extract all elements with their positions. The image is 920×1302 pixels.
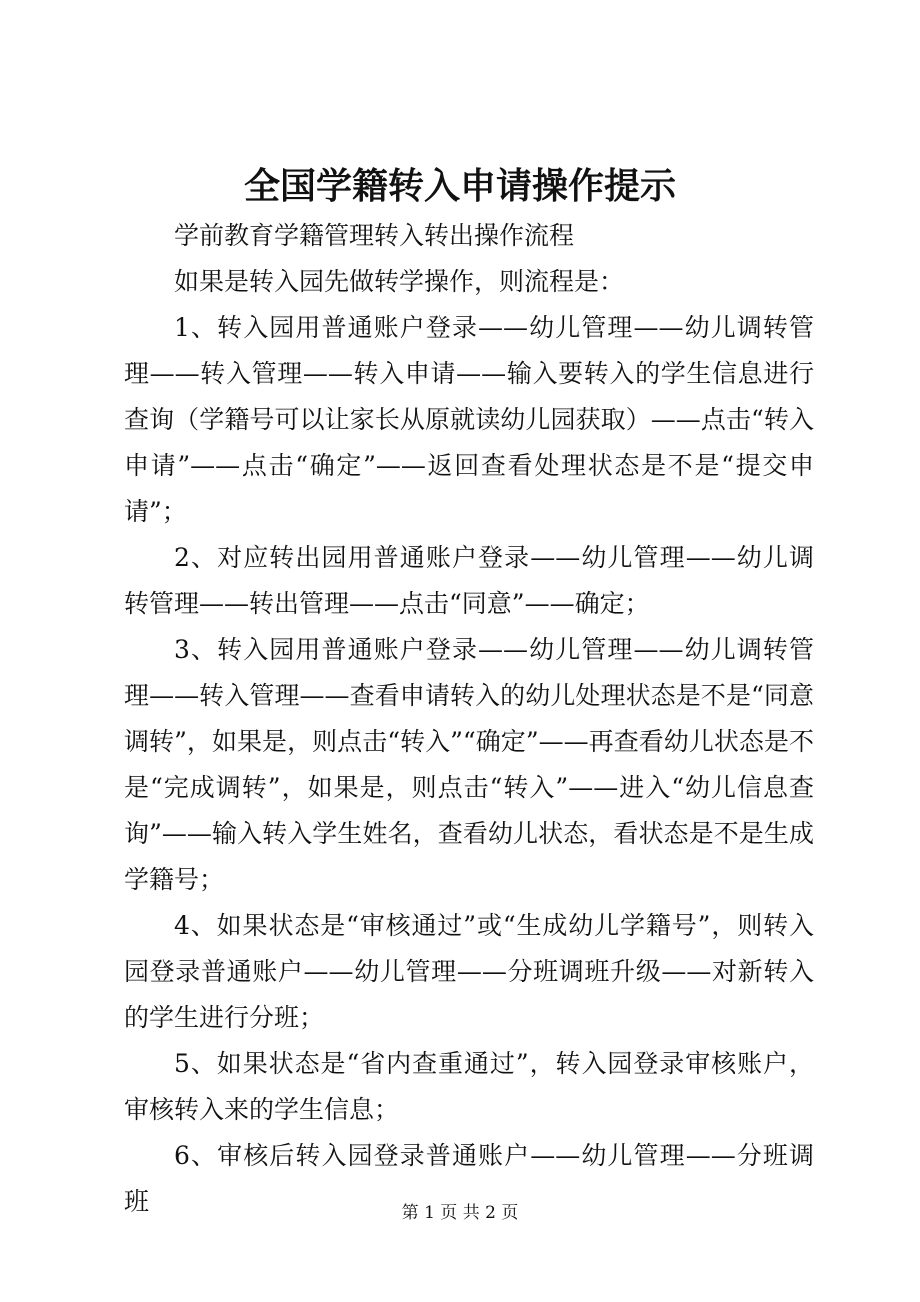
paragraph-step-4: 4、如果状态是“审核通过”或“生成幼儿学籍号”，则转入园登录普通账户——幼儿管理——分班调班升级——对新转入的学生进行分班； <box>124 911 814 1032</box>
paragraph-step-3: 3、转入园用普通账户登录——幼儿管理——幼儿调转管理——转入管理——查看申请转入的幼儿处理状态是不是“同意调转”，如果是，则点击“转入”“确定”——再查看幼儿状态是不是“完成调转”，如果是，则点击“转入”——进入“幼儿信息查询”——输入转入学生姓名，查看幼儿状态，看状态是不是生成学籍号； <box>124 635 814 894</box>
paragraph-subtitle: 学前教育学籍管理转入转出操作流程 <box>174 221 575 250</box>
paragraph-step-5: 5、如果状态是“省内查重通过”，转入园登录审核账户，审核转入来的学生信息； <box>124 1049 814 1124</box>
paragraph-step-1: 1、转入园用普通账户登录——幼儿管理——幼儿调转管理——转入管理——转入申请——输入要转入的学生信息进行查询（学籍号可以让家长从原就读幼儿园获取）——点击“转入申请”——点击“确定”——返回查看处理状态是不是“提交申请”； <box>124 313 814 526</box>
paragraph-step-6: 6、审核后转入园登录普通账户——幼儿管理——分班调班 <box>124 1141 814 1216</box>
page-number-footer: 第 1 页 共 2 页 <box>401 1203 519 1223</box>
paragraph-intro: 如果是转入园先做转学操作，则流程是： <box>174 267 625 296</box>
document-title: 全国学籍转入申请操作提示 <box>243 165 676 207</box>
paragraph-step-2: 2、对应转出园用普通账户登录——幼儿管理——幼儿调转管理——转出管理——点击“同意”——确定； <box>124 543 814 618</box>
document-body <box>124 213 814 1225</box>
